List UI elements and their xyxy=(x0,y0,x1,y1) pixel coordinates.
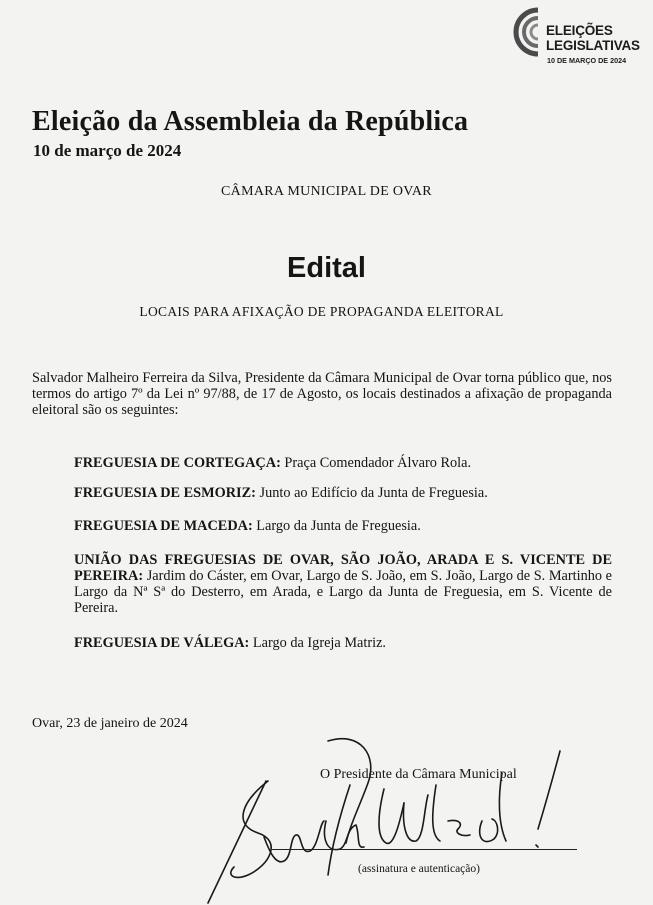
parish-name: FREGUESIA DE CORTEGAÇA: xyxy=(74,455,281,471)
logo-date: 10 DE MARÇO DE 2024 xyxy=(547,56,627,65)
municipality-name: CÂMARA MUNICIPAL DE OVAR xyxy=(221,184,432,199)
election-logo xyxy=(500,4,650,74)
signer-role: O Presidente da Câmara Municipal xyxy=(320,767,517,782)
handwritten-signature xyxy=(200,725,580,905)
signature-note: (assinatura e autenticação) xyxy=(358,863,480,875)
parish-name: FREGUESIA DE ESMORIZ: xyxy=(74,485,256,501)
parish-name: FREGUESIA DE MACEDA: xyxy=(74,518,253,534)
election-logo-icon xyxy=(500,4,546,60)
location-item xyxy=(74,518,612,534)
logo-title-line2: LEGISLATIVAS xyxy=(546,38,640,53)
parish-places: Largo da Junta de Freguesia. xyxy=(252,518,421,534)
parish-places: Jardim do Cáster, em Ovar, Largo de S. João, em S. João, Largo de S. Martinho e Largo da Nª Sª do Desterro, em Arada, e Largo da Junta de Freguesia, em S. Vicente de Pereira. xyxy=(74,568,612,616)
notice-heading: Edital xyxy=(287,252,366,284)
logo-title-line1: ELEIÇÕES xyxy=(546,23,613,38)
location-item xyxy=(74,552,612,616)
parish-places: Praça Comendador Álvaro Rola. xyxy=(280,455,472,471)
signature-line xyxy=(272,849,577,850)
parish-places: Junto ao Edifício da Junta de Freguesia. xyxy=(255,485,488,501)
election-date: 10 de março de 2024 xyxy=(33,141,182,160)
parish-name: UNIÃO DAS FREGUESIAS DE OVAR, SÃO JOÃO, ARADA E S. VICENTE DE PEREIRA: xyxy=(74,552,612,584)
parish-places: Largo da Igreja Matriz. xyxy=(249,635,386,651)
parish-name: FREGUESIA DE VÁLEGA: xyxy=(74,635,250,651)
notice-section-title: LOCAIS PARA AFIXAÇÃO DE PROPAGANDA ELEITORAL xyxy=(139,304,504,319)
location-item xyxy=(74,635,612,651)
notice-intro: Salvador Malheiro Ferreira da Silva, Presidente da Câmara Municipal de Ovar torna público que, nos termos do artigo 7º da Lei nº 97/88, de 17 de Agosto, os locais destinados a afixação de propaganda eleitoral são os seguintes: xyxy=(32,370,612,418)
document-title: Eleição da Assembleia da República xyxy=(32,106,469,137)
location-item xyxy=(74,455,612,471)
place-and-date: Ovar, 23 de janeiro de 2024 xyxy=(32,716,188,731)
location-item xyxy=(74,485,612,501)
